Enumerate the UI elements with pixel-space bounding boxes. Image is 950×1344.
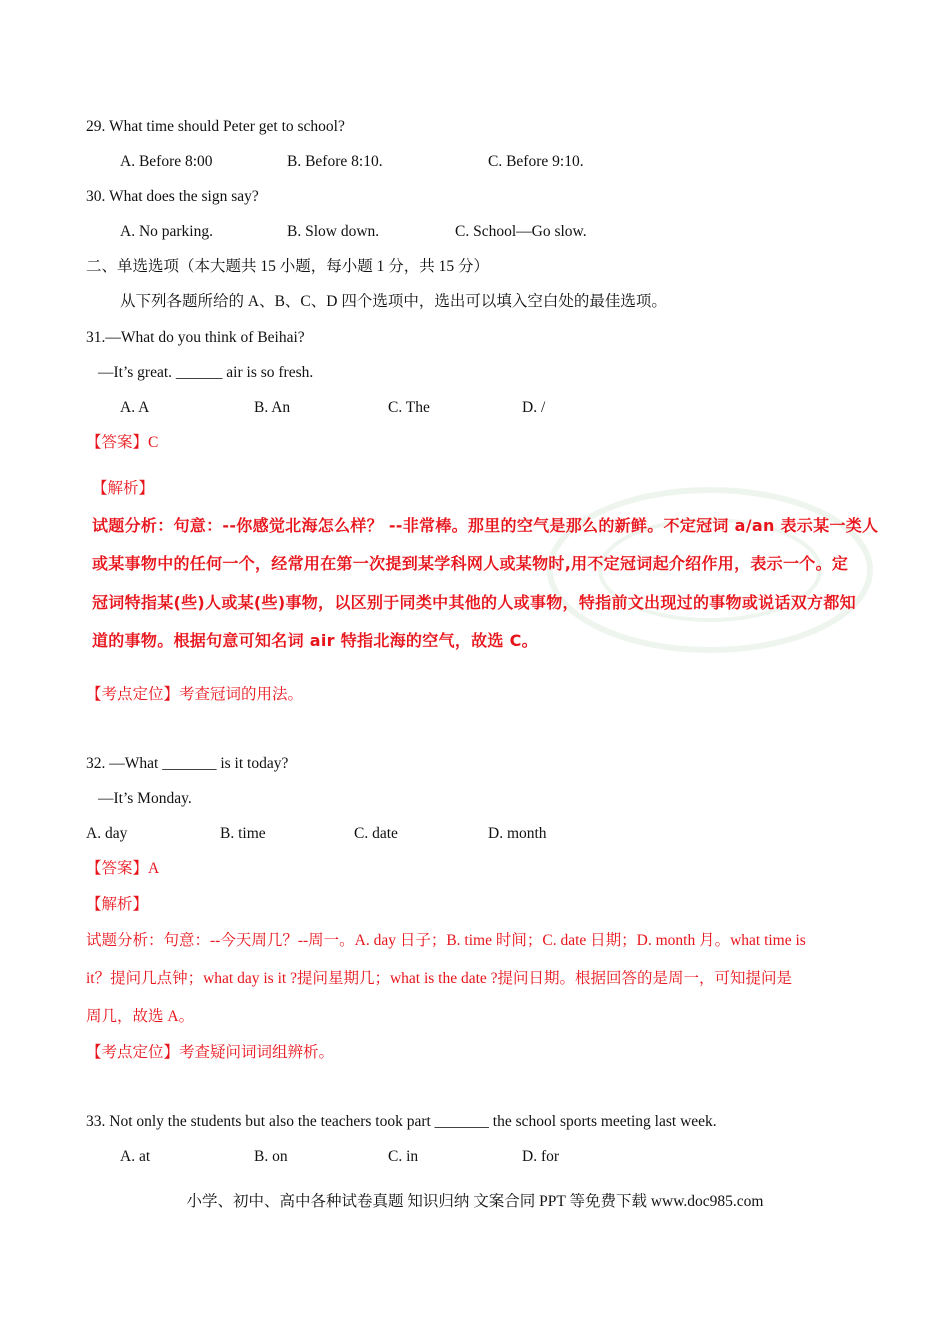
q32-topic: 【考点定位】考查疑问词词组辨析。 [86,1044,335,1061]
q30-option-a: A. No parking. [120,223,213,240]
q29-option-b: B. Before 8:10. [287,153,383,170]
section-instruction: 从下列各题所给的 A、B、C、D 四个选项中，选出可以填入空白处的最佳选项。 [120,293,667,310]
section-heading: 二、单选选项（本大题共 15 小题，每小题 1 分，共 15 分） [86,258,490,275]
question-30: 30. What does the sign say? [86,188,259,205]
q33-option-d: D. for [522,1148,560,1165]
q30-option-b: B. Slow down. [287,223,380,240]
page-footer: 小学、初中、高中各种试卷真题 知识归纳 文案合同 PPT 等免费下载 www.doc985.com [186,1193,764,1210]
q33-option-c: C. in [388,1148,419,1165]
q32-answer: 【答案】A [86,860,160,877]
question-29: 29. What time should Peter get to school? [86,118,345,135]
q31-analysis-label: 【解析】 [92,480,155,497]
q31-option-b: B. An [254,399,291,416]
q31-option-a: A. A [120,399,150,416]
question-32-reply: —It’s Monday. [98,790,192,807]
q31-option-d: D. / [522,399,546,416]
q31-option-c: C. The [388,399,430,416]
q32-analysis-line-1: 试题分析：句意：--今天周几？--周一。A. day 日子；B. time 时间；C. date 日期；D. month 月。what time is [86,932,806,949]
q32-option-c: C. date [354,825,398,842]
q29-option-c: C. Before 9:10. [488,153,584,170]
q29-option-a: A. Before 8:00 [120,153,213,170]
question-33: 33. Not only the students but also the teachers took part _______ the school sports meeting last week. [86,1113,717,1130]
q33-option-b: B. on [254,1148,288,1165]
question-32: 32. —What _______ is it today? [86,755,289,772]
q32-option-d: D. month [488,825,547,842]
q31-analysis-line-4: 道的事物。根据句意可知名词 air 特指北海的空气，故选 C。 [92,631,538,650]
q32-analysis-line-3: 周几，故选 A。 [86,1008,195,1025]
q31-analysis-line-2: 或某事物中的任何一个，经常用在第一次提到某学科网人或某物时,用不定冠词起介绍作用，表示一个。定 [92,554,849,573]
question-31-reply: —It’s great. ______ air is so fresh. [98,364,314,381]
q31-analysis-line-1: 试题分析：句意：--你感觉北海怎么样？ --非常棒。那里的空气是那么的新鲜。不定冠词 a/an 表示某一类人 [92,516,879,535]
q30-option-c: C. School—Go slow. [455,223,587,240]
q32-option-a: A. day [86,825,128,842]
q31-answer: 【答案】C [86,434,159,451]
q31-topic: 【考点定位】考查冠词的用法。 [86,686,304,703]
q33-option-a: A. at [120,1148,151,1165]
question-31: 31.—What do you think of Beihai? [86,329,305,346]
q32-analysis-label: 【解析】 [86,896,149,913]
q31-analysis-line-3: 冠词特指某(些)人或某(些)事物，以区别于同类中其他的人或事物，特指前文出现过的事物或说话双方都知 [92,593,856,612]
q32-analysis-line-2: it？提问几点钟；what day is it ?提问星期几；what is the date ?提问日期。根据回答的是周一，可知提问是 [86,970,793,987]
q32-option-b: B. time [220,825,266,842]
